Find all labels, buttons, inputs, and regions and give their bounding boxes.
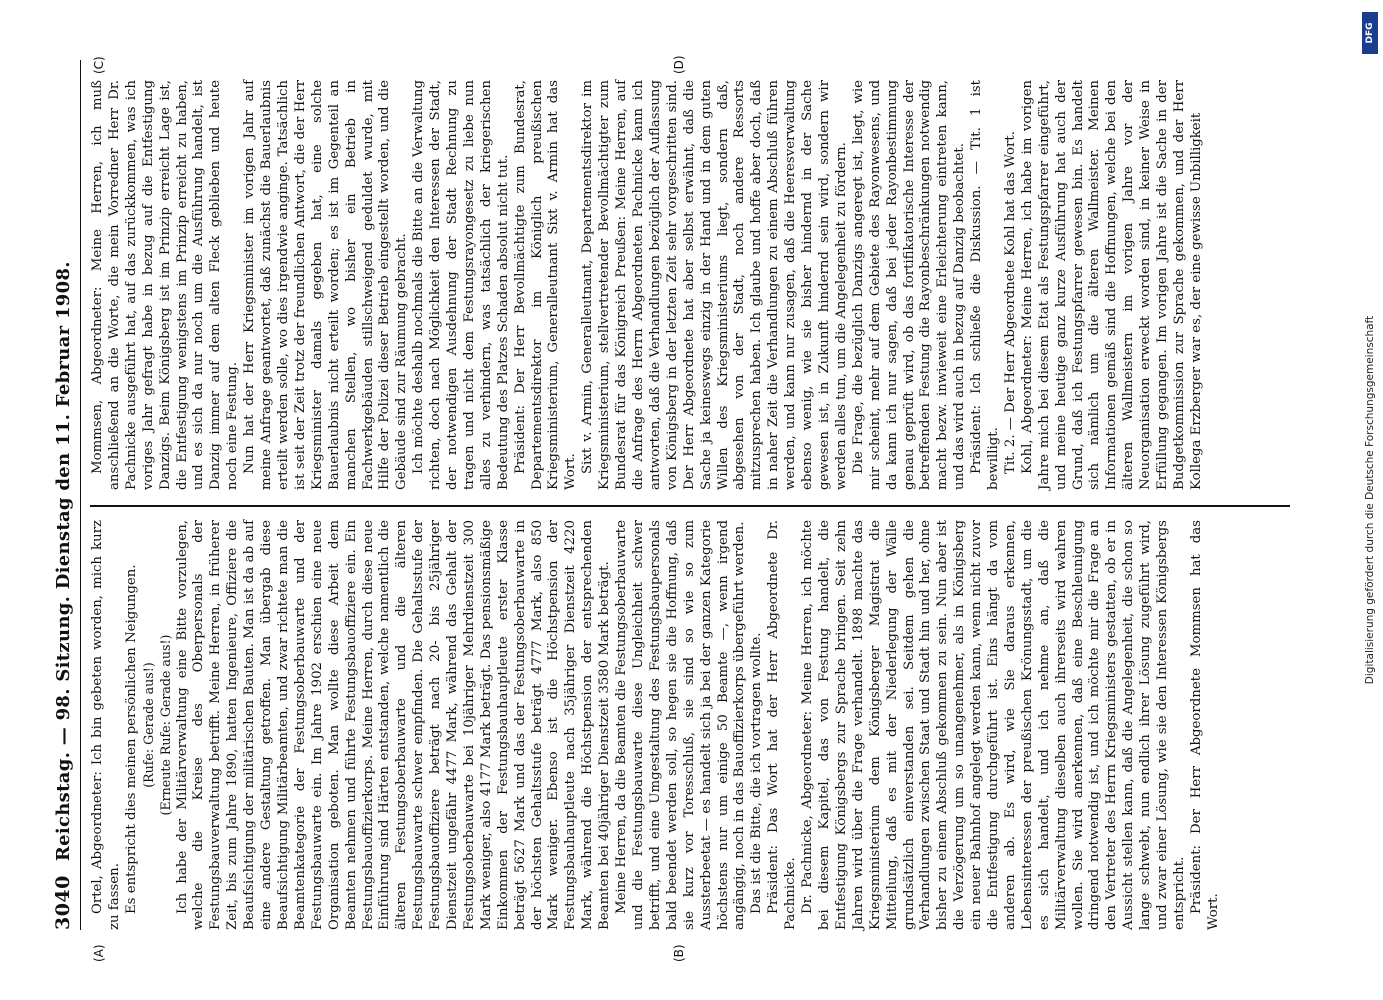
paragraph: Meine Herren, da die Beamten die Festungsoberbauwarte und die Festungsbauwarte diese Ungleichheit schwer betrifft, und eine Umgestaltung des Festungsbaupersonals bald beendet werden soll, so hegen sie die Hoffnung, daß sie kurz vor Toresschluß, sie sind so wie so zum Aussterbeetat — es handelt sich ja bei der ganzen Kategorie höchstens nur um einige 50 Beamte —, wenn irgend angängig, noch in das Bauoffizierkorps übergeführt werden. xyxy=(613,520,747,930)
credit-text: Digitalisierung gefördert durch die Deutsche Forschungsgemeinschaft xyxy=(1364,315,1376,685)
paragraph: Mommsen, Abgeordneter: Meine Herren, ich muß anschließend an die Worte, die mein Vorredner Herr Dr. Pachnicke ausgeführt hat, auf das zurückkommen, was ich voriges Jahr gefragt habe in bezug auf die Entfestigung Danzigs. Beim Königsberg ist im Prinzip erreicht Lage ist, die Entfestigung wenigstens im Prinzip erreicht zu haben, und es sich da nur noch um die Ausführung handelt, ist Danzig immer auf dem alten Fleck geblieben und heute noch eine Festung. xyxy=(89,80,240,490)
margin-mark-a: (A) xyxy=(91,944,106,962)
interjection: (Erneute Rufe: Gerade aus!) xyxy=(157,634,173,816)
margin-mark-b: (B) xyxy=(671,944,686,962)
paragraph: Die Frage, die bezüglich Danzigs angeregt ist, liegt, wie mir scheint, mehr auf dem Gebiete des Rayonwesens, und da kann ich nur sagen, daß bei jeder Rayonbestimmung genau geprüft wird, ob das fortifikatorische Interesse der betreffenden Festung die Rayonbeschränkungen notwendig macht bezw. inwieweit eine Erleichterung eintreten kann, und das wird auch in bezug auf Danzig beobachtet. xyxy=(850,80,967,490)
column-divider xyxy=(90,506,1290,508)
left-column xyxy=(90,520,1223,930)
dfg-logo-text: DFG xyxy=(1365,22,1375,44)
president-statement: Präsident: Der Herr Abgeordnete Mommsen hat das Wort. xyxy=(1188,520,1221,930)
page-number: 3040 xyxy=(51,875,74,930)
president-statement: Präsident: Das Wort hat der Herr Abgeordnete Dr. Pachnicke. xyxy=(765,520,798,930)
margin-mark-d: (D) xyxy=(671,55,686,74)
paragraph: Das ist die Bitte, die ich vortragen wollte. xyxy=(748,632,764,915)
running-title: Reichstag. — 98. Sitzung. Dienstag den 11. Februar 1908. xyxy=(52,261,73,862)
president-statement: Präsident: Der Herr Bevollmächtigte zum Bundesrat, Departementsdirektor im Königlich preußischen Kriegsministerium, Generalleutnant Sixt v. Armin hat das Wort. xyxy=(512,80,578,490)
right-column xyxy=(90,80,1206,490)
interjection: (Rufe: Gerade aus!) xyxy=(140,662,156,788)
paragraph: Ortel, Abgeordneter: Ich bin gebeten worden, mich kurz zu fassen. xyxy=(89,520,122,930)
paragraph: Es entspricht dies meinen persönlichen Neigungen. xyxy=(123,564,139,915)
paragraph: Ich möchte deshalb nochmals die Bitte an die Verwaltung richten, doch nach Möglichkeit den Interessen der Stadt, der notwendigen Ausdehnung der Stadt Rechnung zu tragen und nicht dem Festungsrayongesetz zu liebe nun alles zu verhindern, was tatsächlich der kriegerischen Bedeutung des Platzes Schaden absolut nicht tut. xyxy=(410,80,511,490)
paragraph: Sixt v. Armin, Generalleutnant, Departementsdirektor im Kriegsministerium, stellvertretender Bevollmächtigter zum Bundesrat für das Königreich Preußen: Meine Herren, auf die Anfrage des Herrn Abgeordneten Pachnicke kann ich antworten, daß die Verhandlungen bezüglich der Auflassung von Königsberg in der letzten Zeit sehr vorgeschritten sind. Der Herr Abgeordnete hat aber selbst erwähnt, daß die Sache ja keineswegs einzig in der Hand und in dem guten Willen des Kriegsministeriums liegt, sondern daß, abgesehen von der Stadt, noch andere Ressorts mitzusprechen haben. Ich glaube und hoffe aber doch, daß in naher Zeit die Verhandlungen zu einem Abschluß führen werden, und kann nur zusagen, daß die Heeresverwaltung ebenso wenig, wie sie bisher hindernd in der Sache gewesen ist, in Zukunft hindernd sein wird, sondern wir werden alles tun, um die Angelegenheit zu fördern. xyxy=(579,80,849,490)
margin-mark-c: (C) xyxy=(91,56,106,74)
president-statement: Präsident: Ich schließe die Diskussion. — Tit. 1 ist bewilligt. xyxy=(968,80,1001,490)
paragraph: Tit. 2. — Der Herr Abgeordnete Kohl hat das Wort. xyxy=(1002,131,1018,475)
document-page xyxy=(32,30,1352,970)
paragraph: Ich habe der Militärverwaltung eine Bitte vorzulegen, welche die Kreise des Oberpersonals der Festungsbauverwaltung betrifft. Meine Herren, in früherer Zeit, bis zum Jahre 1890, hatten Ingenieure, Offiziere die Beaufsichtigung der militärischen Bauten. Man ist da ab auf eine andere Gestaltung getroffen. Man übergab diese Beaufsichtigung Militärbeamten, und zwar richtete man die Beamtenkategorie der Festungsoberbauwarte und der Festungsbauwarte ein. Im Jahre 1902 erschien eine neue Organisation geboten. Man wollte diese Arbeit dem Beamten nehmen und führte Festungsbauoffiziere ein. Ein Festungsbauoffizierkorps. Meine Herren, durch diese neue Einführung sind Härten entstanden, welche namentlich die älteren Festungsoberbauwarte und die älteren Festungsbauwarte schwer empfinden. Die Gehaltsstufe der Festungsbauoffiziere beträgt nach 20- bis 25jähriger Dienstzeit ungefähr 4477 Mark, während das Gehalt der Festungsoberbauwarte bei 10jähriger Mehrdienstzeit 300 Mark weniger, also 4177 Mark beträgt. Das pensionsmäßige Einkommen der Festungsbauhauptleute erster Klasse beträgt 5627 Mark und das der Festungsoberbauwarte in der höchsten Gehaltsstufe beträgt 4777 Mark, also 850 Mark weniger. Ebenso ist die Höchstpension der Festungsbauhauptleute nach 35jähriger Dienstzeit 4220 Mark, während die Höchstpension der entsprechenden Beamten bei 40jähriger Dienstzeit 3580 Mark beträgt. xyxy=(174,520,612,930)
paragraph: Nun hat der Herr Kriegsminister im vorigen Jahr auf meine Anfrage geantwortet, daß zunächst die Bauerlaubnis erteilt werden solle, wo dies irgendwie anginge. Tatsächlich ist seit der Zeit trotz der freundlichen Antwort, die der Herr Kriegsminister damals gegeben hat, eine solche Bauerlaubnis nicht erteilt worden; es ist im Gegenteil an manchen Stellen, wo bisher ein Betrieb in Fachwerkgebäuden stillschweigend geduldet wurde, mit Hilfe der Polizei dieser Betrieb eingestellt worden, und die Gebäude sind zur Räumung gebracht. xyxy=(241,80,409,490)
paragraph: Dr. Pachnicke, Abgeordneter: Meine Herren, ich möchte bei diesem Kapitel, das von Festung handelt, die Entfestigung Königsbergs zur Sprache bringen. Seit zehn Jahren wird über die Frage verhandelt. 1898 machte das Kriegsministerium dem Königsberger Magistrat die Mitteilung, daß es mit der Niederlegung der Wälle grundsätzlich einverstanden sei. Seitdem gehen die Verhandlungen zwischen Staat und Stadt hin und her, ohne bisher zu einem Abschluß gekommen zu sein. Nun aber ist die Verzögerung um so unangenehmer, als in Königsberg ein neuer Bahnhof angelegt werden kann, wenn nicht zuvor die Entfestigung durchgeführt ist. Eins hängt da vom anderen ab. Es wird, wie Sie daraus erkennen, Lebensinteressen der preußischen Krönungsstadt, um die es sich handelt, und ich nehme an, daß die Militärverwaltung dieselben auch ihrerseits wird wahren wollen. Sie wird anerkennen, daß eine Beschleunigung dringend notwendig ist, und ich möchte mir die Frage an den Vertreter des Herrn Kriegsministers gestatten, ob er in Aussicht stellen kann, daß die Angelegenheit, die schon so lange schwebt, nun endlich ihrer Lösung zugeführt wird, und zwar einer Lösung, wie sie den Interessen Königsbergs entspricht. xyxy=(799,520,1187,930)
page-header xyxy=(46,60,81,930)
paragraph: Kohl, Abgeordneter: Meine Herren, ich habe im vorigen Jahre mich bei diesem Etat als Festungspfarrer eingeführt, und meine heutige ganz kurze Ausführung hat auch der Grund, daß ich Festungspfarrer gewesen bin. Es handelt sich nämlich um die älteren Wallmeister. Meinen Informationen gemäß sind die Hoffnungen, welche bei den älteren Wallmeistern im vorigen Jahre vor der Neuorganisation erweckt worden sind, in keiner Weise in Erfüllung gegangen. Im vorigen Jahre ist die Sache in der Budgetkommission zur Sprache gekommen, und der Herr Kollega Erzberger war es, der eine gewisse Unbilligkeit xyxy=(1019,80,1204,490)
dfg-logo xyxy=(1362,12,1378,54)
digitization-credit xyxy=(1361,8,1379,992)
